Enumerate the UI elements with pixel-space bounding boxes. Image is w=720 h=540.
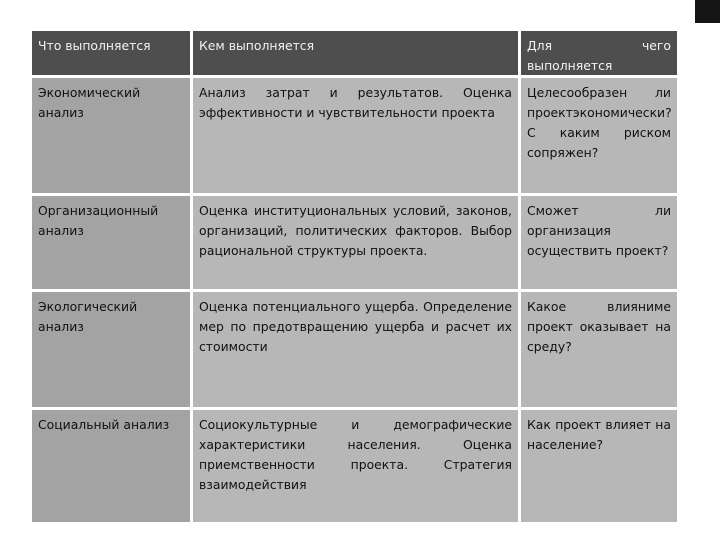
table-row-economic-what: Экономический анализ [32,78,190,193]
table-row-social-why: Как проект влияет на население? [521,410,677,522]
table-row-economic-who: Анализ затрат и результатов. Оценка эффективности и чувствительности проекта [193,78,518,193]
table-row-ecological-why: Какое влияниме проект оказывает на среду? [521,292,677,407]
table-row-economic-why: Целесообразен ли проектэкономически? С каким риском сопряжен? [521,78,677,193]
table-row-ecological-who: Оценка потенциального ущерба. Определение мер по предотвращению ущерба и расчет их стоимости [193,292,518,407]
table-row-ecological-what: Экологический анализ [32,292,190,407]
analysis-table [32,31,677,520]
corner-decoration [695,0,720,23]
table-row-organizational-why: Сможет ли организация осуществить проект? [521,196,677,289]
table-row-social-who: Социокультурные и демографические характеристики населения. Оценка приемственности проекта. Стратегия взаимодействия [193,410,518,522]
table-row-organizational-who: Оценка институциональных условий, законов, организаций, политических факторов. Выбор рациональной структуры проекта. [193,196,518,289]
header-why: Для чего выполняется [521,31,677,75]
table-row-social-what: Социальный анализ [32,410,190,522]
header-what: Что выполняется [32,31,190,75]
header-who: Кем выполняется [193,31,518,75]
table-row-organizational-what: Организационный анализ [32,196,190,289]
